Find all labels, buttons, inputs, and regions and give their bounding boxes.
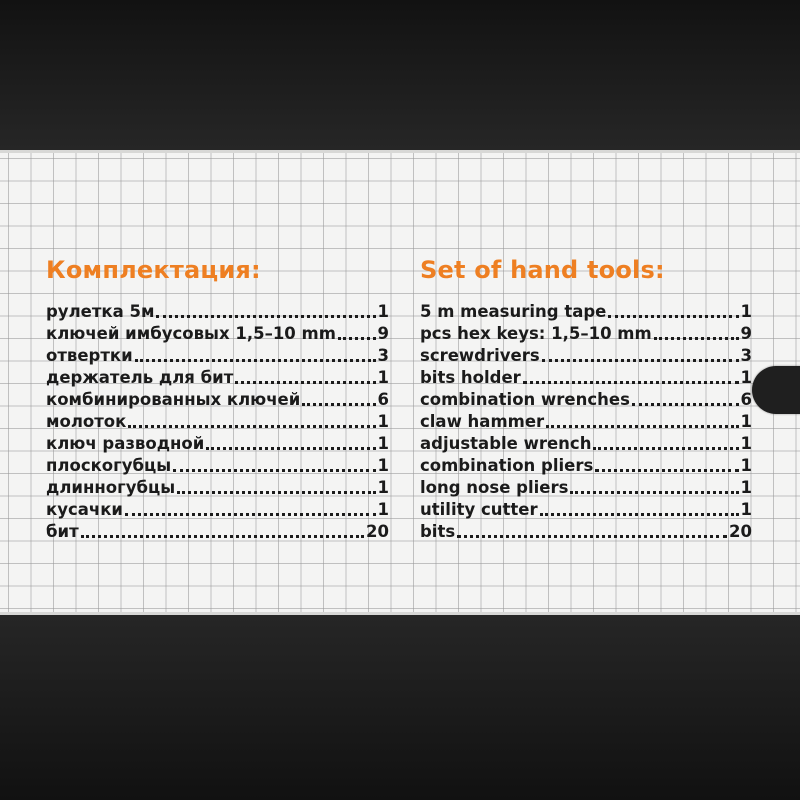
- item-name: utility cutter: [420, 500, 538, 519]
- dot-leader: [135, 359, 376, 362]
- item-name: combination pliers: [420, 456, 594, 475]
- item-name: pcs hex keys: 1,5–10 mm: [420, 324, 652, 343]
- item-quantity: 1: [740, 500, 752, 519]
- dot-leader: [523, 381, 739, 384]
- item-quantity: 6: [377, 390, 389, 409]
- list-item: [46, 455, 389, 477]
- dot-leader: [156, 315, 375, 318]
- russian-contents-column: [46, 255, 389, 543]
- item-name: adjustable wrench: [420, 434, 592, 453]
- dot-leader: [608, 315, 738, 318]
- dot-leader: [128, 425, 375, 428]
- list-item: [420, 345, 752, 367]
- item-quantity: 1: [740, 368, 752, 387]
- list-item: [46, 477, 389, 499]
- item-quantity: 3: [377, 346, 389, 365]
- russian-item-list: [46, 301, 389, 543]
- item-name: long nose pliers: [420, 478, 569, 497]
- item-quantity: 20: [366, 522, 389, 541]
- list-item: [46, 411, 389, 433]
- list-item: [420, 477, 752, 499]
- item-name: рулетка 5м: [46, 302, 155, 321]
- dot-leader: [81, 535, 364, 538]
- item-name: отвертки: [46, 346, 133, 365]
- item-quantity: 1: [377, 368, 389, 387]
- list-item: [420, 367, 752, 389]
- list-item: [420, 521, 752, 543]
- dot-leader: [632, 403, 739, 406]
- item-name: длинногубцы: [46, 478, 176, 497]
- item-quantity: 1: [740, 456, 752, 475]
- dot-leader: [125, 513, 376, 516]
- card-top-edge: [0, 150, 800, 153]
- dot-leader: [595, 469, 738, 472]
- item-name: ключей имбусовых 1,5–10 mm: [46, 324, 336, 343]
- dot-leader: [177, 491, 375, 494]
- item-name: комбинированных ключей: [46, 390, 301, 409]
- dot-leader: [206, 447, 375, 450]
- list-item: [420, 411, 752, 433]
- dot-leader: [338, 337, 376, 340]
- list-item: [46, 367, 389, 389]
- dark-background-top: [0, 0, 800, 150]
- tool-handle-shape: [752, 366, 800, 414]
- dot-leader: [570, 491, 738, 494]
- dot-leader: [593, 447, 738, 450]
- dot-leader: [654, 337, 739, 340]
- item-name: плоскогубцы: [46, 456, 172, 475]
- item-quantity: 1: [377, 412, 389, 431]
- list-item: [46, 389, 389, 411]
- list-item: [46, 345, 389, 367]
- item-quantity: 3: [740, 346, 752, 365]
- english-heading: Set of hand tools:: [420, 256, 665, 284]
- item-name: 5 m measuring tape: [420, 302, 607, 321]
- dot-leader: [457, 535, 727, 538]
- item-name: combination wrenches: [420, 390, 630, 409]
- dark-background-bottom: [0, 615, 800, 800]
- list-item: [46, 433, 389, 455]
- item-quantity: 9: [740, 324, 752, 343]
- dot-leader: [540, 513, 739, 516]
- item-name: ключ разводной: [46, 434, 205, 453]
- item-quantity: 9: [377, 324, 389, 343]
- item-quantity: 6: [740, 390, 752, 409]
- list-item: [46, 521, 389, 543]
- item-quantity: 1: [740, 478, 752, 497]
- item-quantity: 1: [377, 500, 389, 519]
- dot-leader: [542, 359, 739, 362]
- dot-leader: [173, 469, 375, 472]
- item-quantity: 20: [729, 522, 752, 541]
- item-name: bits: [420, 522, 456, 541]
- list-item: [420, 499, 752, 521]
- item-quantity: 1: [740, 412, 752, 431]
- item-quantity: 1: [740, 434, 752, 453]
- dot-leader: [302, 403, 375, 406]
- russian-heading: Комплектация:: [46, 256, 261, 284]
- list-item: [420, 433, 752, 455]
- item-quantity: 1: [740, 302, 752, 321]
- item-name: молоток: [46, 412, 127, 431]
- item-name: бит: [46, 522, 79, 541]
- item-name: держатель для бит: [46, 368, 234, 387]
- list-item: [420, 389, 752, 411]
- item-quantity: 1: [377, 302, 389, 321]
- item-name: screwdrivers: [420, 346, 540, 365]
- dot-leader: [546, 425, 738, 428]
- item-name: claw hammer: [420, 412, 545, 431]
- item-name: bits holder: [420, 368, 521, 387]
- list-item: [46, 301, 389, 323]
- item-quantity: 1: [377, 478, 389, 497]
- english-contents-column: [420, 255, 752, 543]
- list-item: [420, 301, 752, 323]
- english-item-list: [420, 301, 752, 543]
- item-quantity: 1: [377, 456, 389, 475]
- dot-leader: [235, 381, 375, 384]
- item-quantity: 1: [377, 434, 389, 453]
- list-item: [46, 499, 389, 521]
- list-item: [46, 323, 389, 345]
- list-item: [420, 323, 752, 345]
- item-name: кусачки: [46, 500, 123, 519]
- list-item: [420, 455, 752, 477]
